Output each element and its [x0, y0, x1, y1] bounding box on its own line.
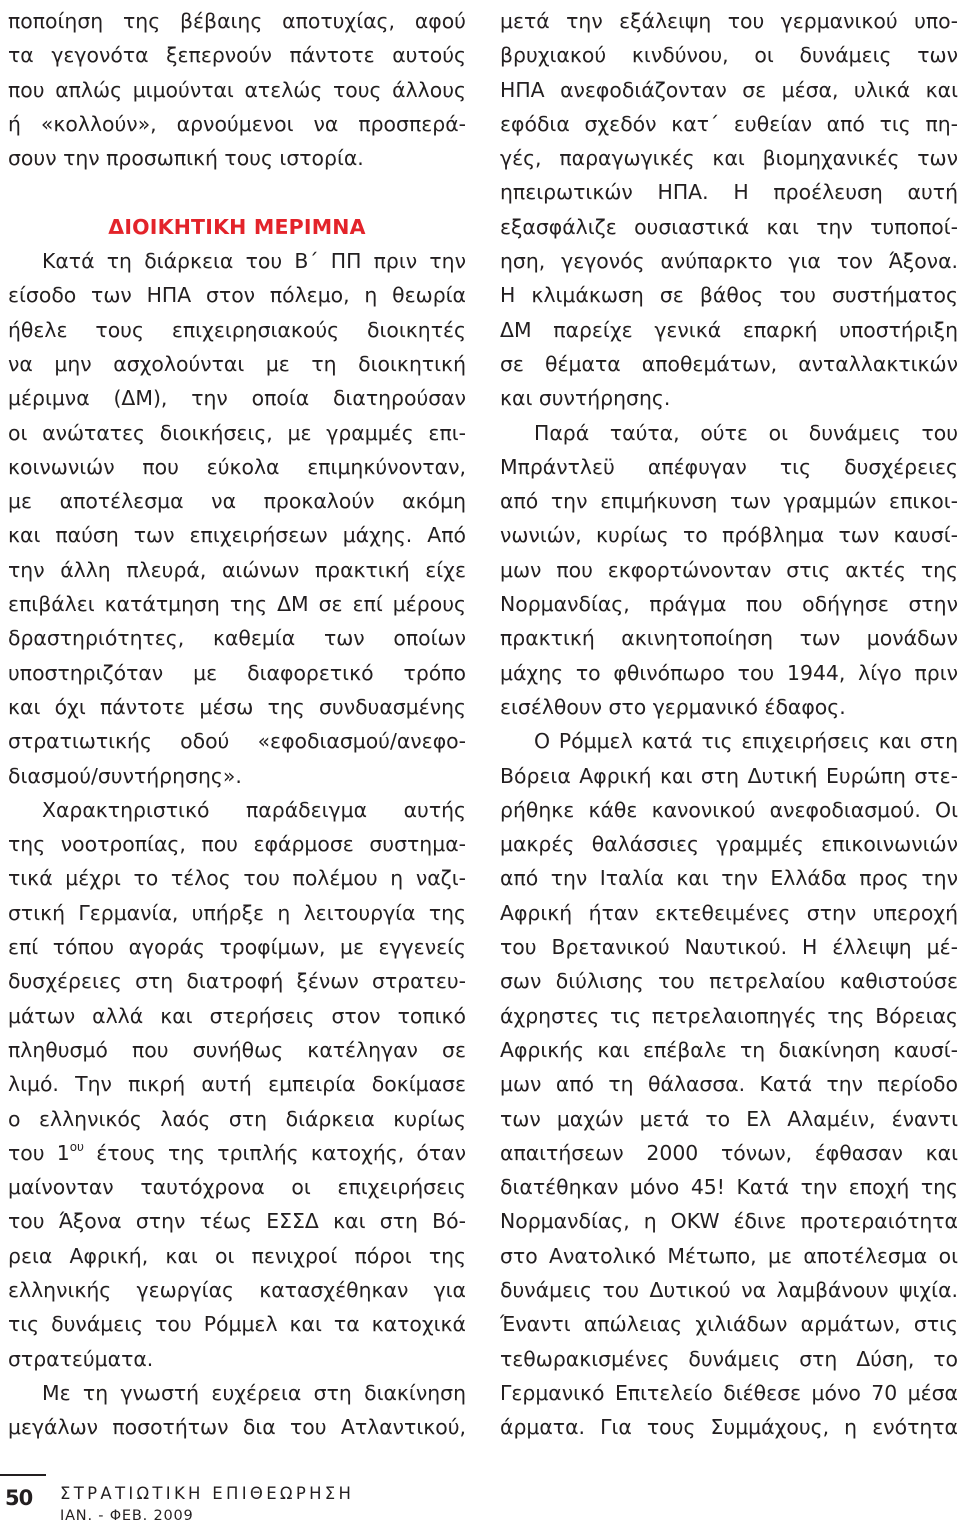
text-line: εισέλθουν στο γερμανικό έδαφος.: [500, 694, 846, 719]
text-line: νωνιών, κυρίως το πρόβλημα των καυσί-: [500, 523, 958, 548]
text-line: από την Ιταλία και την Ελλάδα προς την: [500, 866, 958, 891]
text-line: ΗΠΑ ανεφοδιάζονταν σε μέσα, υλικά και: [500, 77, 958, 102]
text-line: κοινωνιών που εύκολα επιμηκύνονταν,: [8, 454, 466, 479]
text-line: μέριμνα (ΔΜ), την οποία διατηρούσαν: [8, 386, 466, 411]
text-line: της νοοτροπίας, που εφάρμοσε συστημα-: [8, 832, 466, 857]
text-line: ρεια Αφρική, και οι πενιχροί πόροι της: [8, 1243, 466, 1268]
text-line: δραστηριότητες, καθεμία των οποίων: [8, 626, 466, 651]
text-line: είσοδο των ΗΠΑ στον πόλεμο, η θεωρία: [8, 283, 466, 308]
issue-date: ΙΑΝ. - ΦΕΒ. 2009: [60, 1508, 194, 1524]
text-line: να μην ασχολούνται με τη διοικητική: [8, 351, 466, 376]
text-line: σουν την προσωπική τους ιστορία.: [8, 146, 364, 171]
text-line: ηση, γεγονός ανύπαρκτο για τον Άξονα.: [500, 249, 958, 274]
text-line: μεγάλων ποσοτήτων δια του Ατλαντικού,: [8, 1415, 466, 1440]
text-line: Ο Ρόμμελ κατά τις επιχειρήσεις και στη: [534, 729, 958, 754]
text-line: δυσχέρειες στη διατροφή ξένων στρατευ-: [8, 969, 466, 994]
text-line: δυνάμεις του Δυτικού να λαμβάνουν ψιχία.: [500, 1277, 958, 1302]
text-line: μάτων αλλά και στερήσεις στον τοπικό: [8, 1003, 466, 1028]
magazine-title: ΣΤΡΑΤΙΩΤΙΚΗ ΕΠΙΘΕΩΡΗΣΗ: [60, 1484, 355, 1503]
text-line: πληθυσμό που συνήθως κατέληγαν σε: [8, 1037, 466, 1062]
ordinal-superscript: ου: [69, 1139, 85, 1154]
text-line: Με τη γνωστή ευχέρεια στη διακίνηση: [42, 1380, 466, 1405]
text-line: τεθωρακισμένες δυνάμεις στη Δύση, το: [500, 1346, 958, 1371]
text-line: Η κλιμάκωση σε βάθος του συστήματος: [500, 283, 958, 308]
text-line: του Άξονα στην τέως ΕΣΣΔ και στη Βό-: [8, 1209, 466, 1234]
text-fragment: του 1: [8, 1140, 70, 1165]
text-line: Νορμανδίας, η OKW έδινε προτεραιότητα: [500, 1209, 958, 1234]
text-line: ποποίηση της βέβαιης αποτυχίας, αφού: [8, 9, 466, 33]
text-line: ήθελε τους επιχειρησιακούς διοικητές: [8, 317, 466, 342]
text-line: τις δυνάμεις του Ρόμμελ και τα κατοχικά: [8, 1312, 466, 1337]
text-line: Αφρικής και επέβαλε τη διακίνηση καυσί-: [500, 1037, 958, 1062]
text-line: πρακτική ακινητοποίηση των μονάδων: [500, 626, 958, 651]
text-line: στική Γερμανία, υπήρξε η λειτουργία της: [8, 900, 466, 925]
section-heading: ΔΙΟΙΚΗΤΙΚΗ ΜΕΡΙΜΝΑ: [108, 214, 366, 239]
text-line: του Βρετανικού Ναυτικού. Η έλλειψη μέ-: [500, 935, 958, 960]
text-line: ΔΜ παρείχε γενικά επαρκή υποστήριξη: [500, 317, 958, 342]
text-line: μάχης το φθινόπωρο του 1944, λίγο πριν: [500, 660, 958, 685]
text-line: γές, παραγωγικές και βιομηχανικές των: [500, 146, 958, 171]
text-line: μαίνονταν ταυτόχρονα οι επιχειρήσεις: [8, 1175, 466, 1200]
text-line: εφόδια σχεδόν κατ΄ ευθείαν από τις πη-: [500, 111, 958, 136]
text-line: τα γεγονότα ξεπερνούν πάντοτε αυτούς: [8, 43, 466, 68]
text-fragment: έτους της τριπλής κατοχής, όταν: [84, 1140, 466, 1165]
text-line: στρατιωτικής οδού «εφοδιασμού/ανεφο-: [8, 729, 466, 754]
text-line: Μπράντλεϋ απέφυγαν τις δυσχέρειες: [500, 454, 958, 479]
text-line: Χαρακτηριστικό παράδειγμα αυτής: [42, 797, 466, 822]
text-line: μετά την εξάλειψη του γερμανικού υπο-: [500, 9, 958, 33]
text-line: άχρηστες τις πετρελαιοπηγές της Βόρειας: [500, 1003, 958, 1028]
text-line: απαιτήσεων 2000 τόνων, έφθασαν και: [500, 1140, 958, 1165]
text-line: Έναντι απώλειας χιλιάδων αρμάτων, στις: [500, 1312, 958, 1337]
text-line: Αφρική ήταν εκτεθειμένες στην υπεροχή: [500, 900, 958, 925]
text-line-superscript: [8, 1136, 466, 1170]
text-line: υποστηριζόταν με διαφορετικό τρόπο: [8, 660, 466, 685]
text-line: με αποτέλεσμα να προκαλούν ακόμη: [8, 489, 466, 514]
text-line: βρυχιακού κινδύνου, οι δυνάμεις των: [500, 43, 958, 68]
text-line: επί τόπου αγοράς τροφίμων, με εγγενείς: [8, 935, 466, 960]
footer-divider: [0, 1474, 46, 1476]
text-line: ηπειρωτικών ΗΠΑ. Η προέλευση αυτή: [500, 180, 958, 205]
text-line: σε θέματα αποθεμάτων, ανταλλακτικών: [500, 351, 958, 376]
text-line: την άλλη πλευρά, αιώνων πρακτική είχε: [8, 557, 466, 582]
text-line: Γερμανικό Επιτελείο διέθεσε μόνο 70 μέσα: [500, 1380, 958, 1405]
text-line: ελληνικής γεωργίας κατασχέθηκαν για: [8, 1277, 466, 1302]
text-line: και συντήρησης.: [500, 386, 671, 411]
text-line: λιμό. Την πικρή αυτή εμπειρία δοκίμασε: [8, 1072, 466, 1097]
text-line: Παρά ταύτα, ούτε οι δυνάμεις του: [534, 420, 958, 445]
left-column: [8, 4, 466, 1444]
text-line: εξασφάλιζε ουσιαστικά και την τυποποί-: [500, 214, 958, 239]
text-line: επιβάλει κατάτμηση της ΔΜ σε επί μέρους: [8, 592, 466, 617]
text-line: και παύση των επιχειρήσεων μάχης. Από: [8, 523, 466, 548]
text-line: τικά μέχρι το τέλος του πολέμου η ναζι-: [8, 866, 466, 891]
text-line: στο Ανατολικό Μέτωπο, με αποτέλεσμα οι: [500, 1243, 958, 1268]
text-line: μων από τη θάλασσα. Κατά την περίοδο: [500, 1072, 958, 1097]
text-line: Βόρεια Αφρική και στη Δυτική Ευρώπη στε-: [500, 763, 958, 788]
text-line: οι ανώτατες διοικήσεις, με γραμμές επι-: [8, 420, 466, 445]
text-line: και όχι πάντοτε μέσω της συνδυασμένης: [8, 694, 466, 719]
text-line: των μαχών μετά το Ελ Αλαμέιν, έναντι: [500, 1106, 958, 1131]
text-line: ρήθηκε κάθε κανονικού ανεφοδιασμού. Οι: [500, 797, 958, 822]
blank-line: [8, 175, 466, 209]
right-column: [500, 4, 958, 1444]
text-line: διασμού/συντήρησης».: [8, 763, 242, 788]
text-line: από την επιμήκυνση των γραμμών επικοι-: [500, 489, 958, 514]
text-line: σων διύλισης του πετρελαίου καθιστούσε: [500, 969, 958, 994]
text-line: που απλώς μιμούνται ατελώς τους άλλους: [8, 77, 466, 102]
text-line: Κατά τη διάρκεια του Β΄ ΠΠ πριν την: [42, 249, 466, 274]
text-line: ή «κολλούν», αρνούμενοι να προσπερά-: [8, 111, 466, 136]
text-line: ο ελληνικός λαός στη διάρκεια κυρίως: [8, 1106, 466, 1131]
text-line: μων που εκφορτώνονταν στις ακτές της: [500, 557, 958, 582]
text-line: άρματα. Για τους Συμμάχους, η ενότητα: [500, 1415, 958, 1440]
text-line: μακρές θαλάσσιες γραμμές επικοινωνιών: [500, 832, 958, 857]
text-line: Νορμανδίας, πράγμα που οδήγησε στην: [500, 592, 958, 617]
page-number: 50: [5, 1486, 33, 1510]
text-line: στρατεύματα.: [8, 1346, 154, 1371]
text-line: διατέθηκαν μόνο 45! Κατά την εποχή της: [500, 1175, 958, 1200]
